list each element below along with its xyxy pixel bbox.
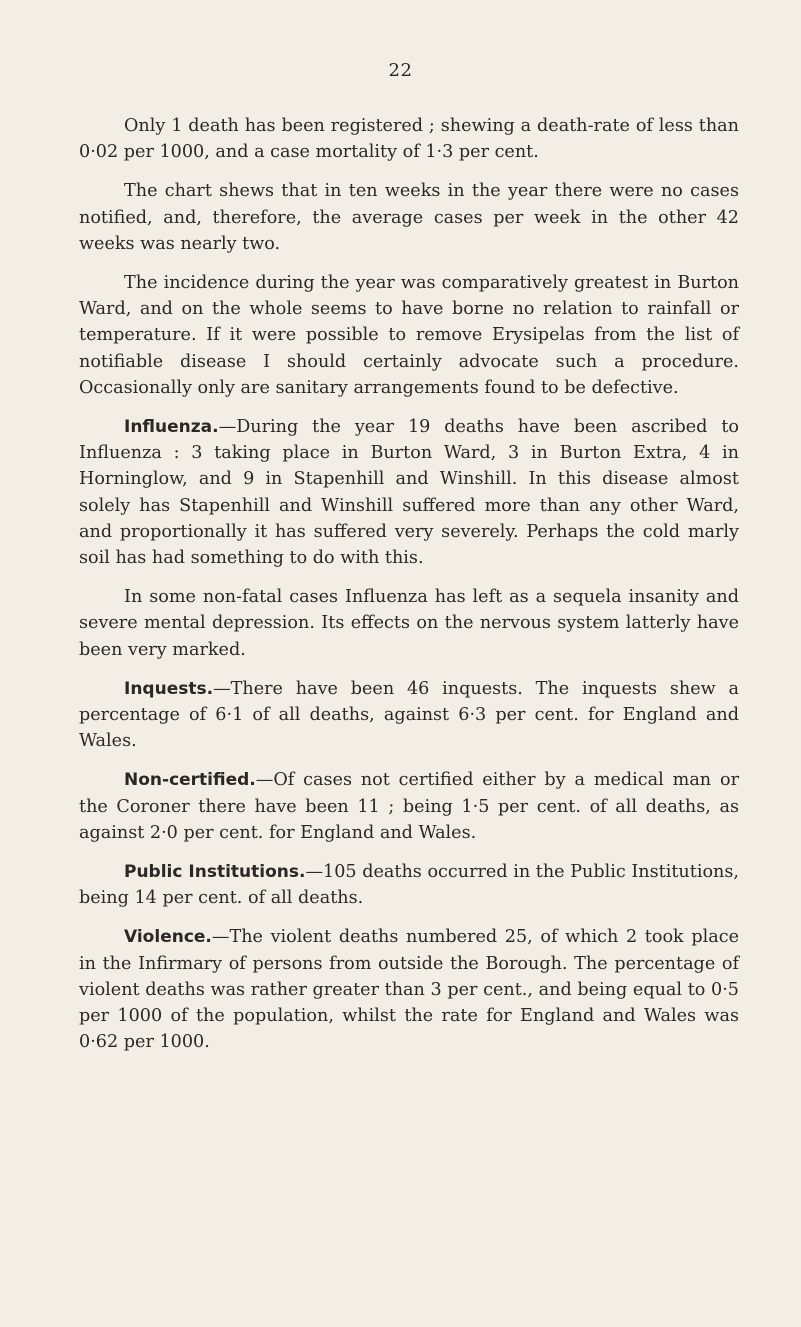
paragraph-text: —Of cases not certified either by a medical man or the Coroner there have been 11 ; being 1·5 per cent. of all deaths, as against 2·0 per cent. for England and Wales. <box>79 770 739 843</box>
paragraph-violence <box>79 924 739 1055</box>
paragraph-inquests <box>79 676 739 755</box>
paragraph-erysipelas-death <box>79 113 739 165</box>
page-number: 22 <box>388 60 413 81</box>
paragraph-text: —105 deaths occurred in the Public Institutions, being 14 per cent. of all deaths. <box>79 862 739 909</box>
paragraph-incidence <box>79 270 739 401</box>
section-heading-non-certified: Non-certified. <box>124 770 256 791</box>
paragraph-public-institutions <box>79 859 739 911</box>
section-heading-inquests: Inquests. <box>124 678 214 699</box>
paragraph-influenza <box>79 414 739 571</box>
paragraph-influenza-sequela <box>79 584 739 663</box>
paragraph-text: The incidence during the year was comparatively greatest in Burton Ward, and on the whole seems to have borne no relation to rainfall or temperature. If it were possible to remove Erysipelas from the list of notifiable disease I should certainly advocate such a procedure. Occasionally only are sanitary arrangements found to be defective. <box>79 273 739 398</box>
section-heading-influenza: Influenza. <box>124 417 219 438</box>
section-heading-violence: Violence. <box>124 927 212 948</box>
section-heading-public-institutions: Public Institutions. <box>124 862 306 883</box>
paragraph-text: —The violent deaths numbered 25, of which 2 took place in the Infirmary of persons from outside the Borough. The percentage of violent deaths was rather greater than 3 per cent., and being equal to 0·5 per 1000 of the population, whilst the rate for England and Wales was 0·62 per 1000. <box>79 927 739 1053</box>
body-text <box>79 113 739 1069</box>
paragraph-text: —During the year 19 deaths have been ascribed to Influenza : 3 taking place in Burton Ward, 3 in Burton Extra, 4 in Horninglow, and 9 in Stapenhill and Winshill. In this disease almost solely has Stapenhill and Winshill suffered more than any other Ward, and proportionally it has suffered very severely. Perhaps the cold marly soil has had something to do with this. <box>79 417 739 569</box>
paragraph-chart-weeks <box>79 178 739 257</box>
paragraph-text: Only 1 death has been registered ; shewing a death-rate of less than 0·02 per 1000, and a case mortality of 1·3 per cent. <box>79 116 739 163</box>
paragraph-text: The chart shews that in ten weeks in the year there were no cases notified, and, therefore, the average cases per week in the other 42 weeks was nearly two. <box>79 181 739 254</box>
paragraph-text: —There have been 46 inquests. The inquests shew a percentage of 6·1 of all deaths, against 6·3 per cent. for England and Wales. <box>79 678 739 752</box>
paragraph-text: In some non-fatal cases Influenza has left as a sequela insanity and severe mental depression. Its effects on the nervous system latterly have been very marked. <box>79 587 739 660</box>
paragraph-non-certified <box>79 767 739 846</box>
